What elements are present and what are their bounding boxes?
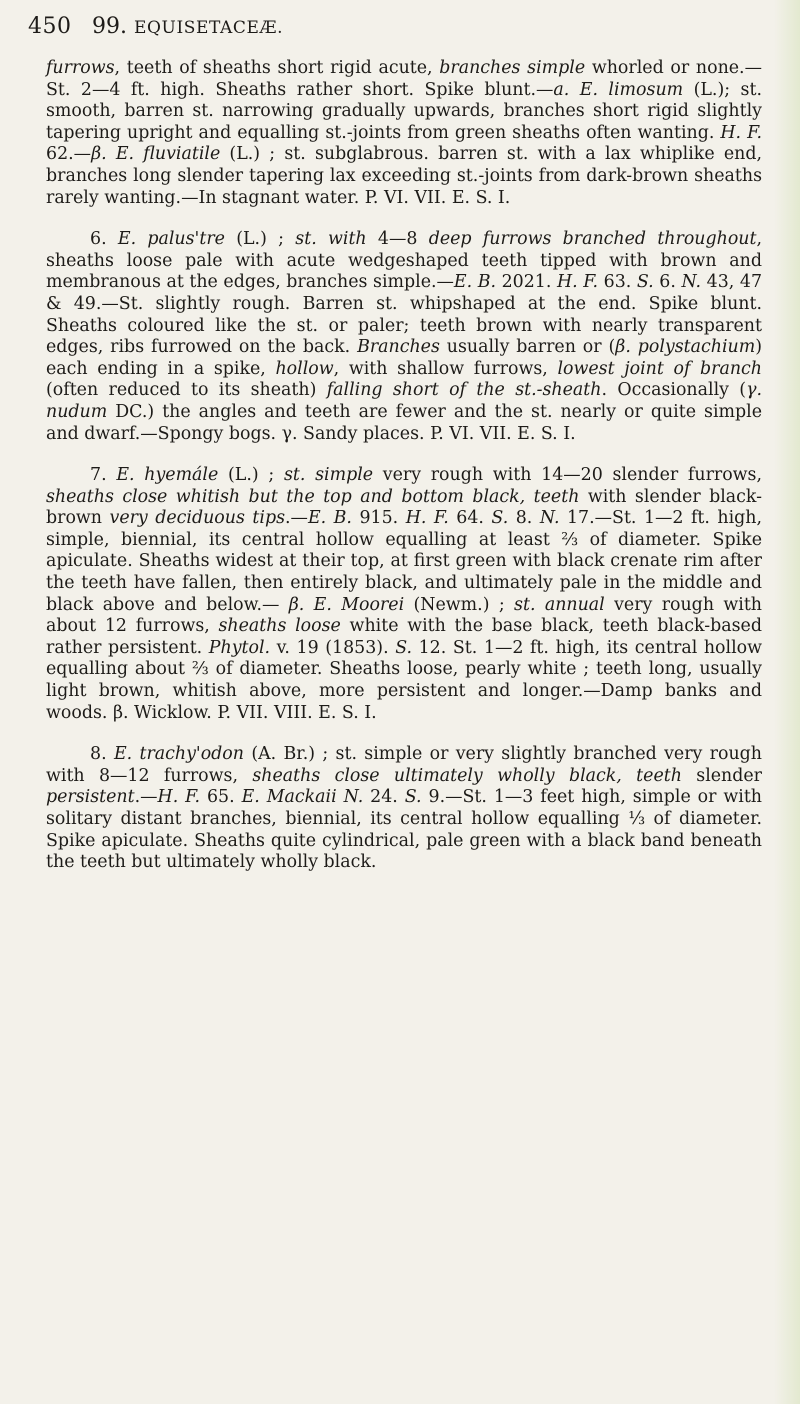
text-run: 2021.: [496, 272, 557, 293]
italic-text: falling short of the st.-sheath: [326, 380, 602, 401]
italic-text: E. B.: [307, 508, 352, 529]
italic-text: β. E. fluviatile: [91, 144, 221, 165]
italic-text: very deciduous tips: [109, 508, 286, 529]
italic-text: E. trachy'odon: [113, 744, 244, 765]
text-run: whorled or none.—St. 2—4 ft. high. Sheaths rather short. Spike blunt.—: [46, 58, 762, 100]
text-run: slender: [681, 765, 762, 786]
text-run: (A. Br.) ; st. simple or very slightly branched very rough with 8—12 furrows,: [46, 744, 762, 786]
text-run: usually barren or (: [439, 337, 616, 358]
page-gutter-shadow: [774, 0, 800, 1404]
italic-text: st. annual: [514, 594, 605, 615]
italic-text: S.: [491, 508, 509, 529]
text-run: 7.: [90, 465, 117, 486]
text-run: (often reduced to its sheath): [46, 380, 327, 401]
italic-text: E. B.: [453, 272, 497, 293]
italic-text: sheaths loose: [218, 616, 341, 637]
text-run: (L.) ;: [218, 465, 284, 486]
text-run: 6.: [653, 272, 682, 293]
text-run: 24.: [363, 787, 405, 808]
text-run: (L.) ; st. subglabrous. barren st. with a lax whiplike end, branches long slender tapering lax exceeding st.-joints from dark-brown sheaths rarely wanting.—In stagnant water. P. VI. VII. E. S. I.: [46, 144, 762, 208]
text-run: white with the base black, teeth black-based rather persistent.: [46, 616, 762, 658]
italic-text: sheaths close whitish but the top and bottom black, teeth: [46, 486, 580, 507]
text-run: (L.); st. smooth, barren st. narrowing gradually upwards, branches short rigid slightly tapering upright and equalling st.-joints from green sheaths often wanting.: [46, 79, 762, 143]
italic-text: E. Mackaii N.: [241, 787, 364, 808]
text-run: 6.: [90, 229, 118, 250]
italic-text: β. E. Moorei: [288, 594, 405, 615]
italic-text: sheaths close ultimately wholly black, teeth: [252, 765, 682, 786]
text-run: very rough with about 12 furrows,: [46, 594, 763, 637]
italic-text: hollow: [275, 358, 334, 379]
italic-text: branches simple: [439, 58, 586, 78]
text-run: . Occasionally (: [601, 380, 747, 401]
italic-text: β. polystachium: [615, 337, 756, 358]
text-run: 8.: [508, 508, 540, 529]
text-run: 8.: [90, 744, 114, 765]
paragraph-entry-7: [46, 465, 762, 724]
italic-text: Phytol.: [208, 637, 271, 658]
text-run: 65.: [200, 787, 242, 808]
chapter-number: 99.: [92, 14, 127, 39]
italic-text: H. F.: [720, 122, 762, 143]
italic-text: Branches: [357, 337, 440, 358]
italic-text: H. F.: [157, 787, 201, 808]
text-run: 9.—St. 1—3 feet high, simple or with solitary distant branches, biennial, its central hollow equalling ⅓ of diameter. Spike apiculate. Sheaths quite cylindrical, pale green with a black band beneath the teeth but ultimately wholly black.: [46, 787, 763, 873]
text-run: DC.) the angles and teeth are fewer and the st. nearly or quite simple and dwarf.—Spongy bogs. γ. Sandy places. P. VI. VII. E. S. I.: [46, 401, 762, 444]
italic-text: lowest joint of branch: [557, 358, 762, 379]
paragraph-continuation: [46, 58, 762, 209]
italic-text: deep furrows branched throughout: [428, 229, 757, 250]
italic-text: γ. nudum: [46, 380, 763, 422]
running-title: [92, 14, 283, 39]
text-run: 915.: [351, 508, 406, 529]
text-run: very rough with 14—20 slender furrows,: [373, 465, 762, 486]
text-run: 17.—St. 1—2 ft. high, simple, biennial, its central hollow equalling at least ⅔ of diameter. Spike apiculate. Sheaths widest at their top, at first green with black crenate rim after the teeth have fallen, then entirely black, and ultimately pale in the middle and black above and below.—: [46, 508, 763, 615]
italic-text: H. F.: [405, 508, 449, 529]
running-header: [28, 14, 762, 44]
italic-text: persistent: [46, 787, 135, 808]
text-run: , sheaths loose pale with acute wedgeshaped teeth tipped with brown and membranous at the edges, branches simple.—: [46, 229, 763, 293]
text-run: , teeth of sheaths short rigid acute,: [114, 58, 440, 78]
italic-text: E. palus'tre: [117, 229, 225, 250]
paragraph-entry-6: [46, 229, 762, 445]
italic-text: H. F.: [556, 272, 599, 293]
italic-text: N.: [681, 272, 702, 293]
italic-text: a. E. limosum: [553, 79, 684, 100]
text-run: 64.: [448, 508, 492, 529]
italic-text: furrows: [46, 58, 115, 78]
family-name: EQUISETACEÆ.: [134, 18, 284, 38]
text-run: 4—8: [366, 229, 429, 250]
text-body: [46, 58, 762, 874]
text-run: v. 19 (1853).: [270, 637, 396, 658]
text-run: 43, 47 & 49.—St. slightly rough. Barren st. whipshaped at the end. Spike blunt. Sheaths coloured like the st. or paler; teeth brown with nearly transparent edges, ribs furrowed on the back.: [46, 272, 763, 358]
text-run: , with shallow furrows,: [333, 358, 558, 379]
italic-text: st. with: [295, 229, 367, 250]
italic-text: S.: [395, 637, 413, 658]
page-number: 450: [28, 14, 72, 39]
italic-text: N.: [539, 508, 560, 529]
text-run: 62.—: [46, 144, 92, 165]
text-run: (L.) ;: [224, 229, 296, 250]
text-run: with slender black-brown: [46, 486, 762, 529]
text-run: 63.: [598, 272, 637, 293]
paragraph-entry-8: [46, 744, 762, 874]
text-run: .—: [285, 508, 308, 529]
text-run: (Newm.) ;: [404, 594, 515, 615]
text-run: ) each ending in a spike,: [46, 337, 762, 379]
italic-text: S.: [404, 787, 422, 808]
italic-text: st. simple: [283, 465, 374, 486]
text-run: 12. St. 1—2 ft. high, its central hollow equalling about ⅔ of diameter. Sheaths loose, pearly white ; teeth long, usually light brown, whitish above, more persistent and longer.—Damp banks and woods. β. Wicklow. P. VII. VIII. E. S. I.: [46, 637, 762, 723]
italic-text: S.: [636, 272, 654, 293]
text-run: .—: [134, 787, 158, 808]
italic-text: E. hyemále: [116, 465, 219, 486]
